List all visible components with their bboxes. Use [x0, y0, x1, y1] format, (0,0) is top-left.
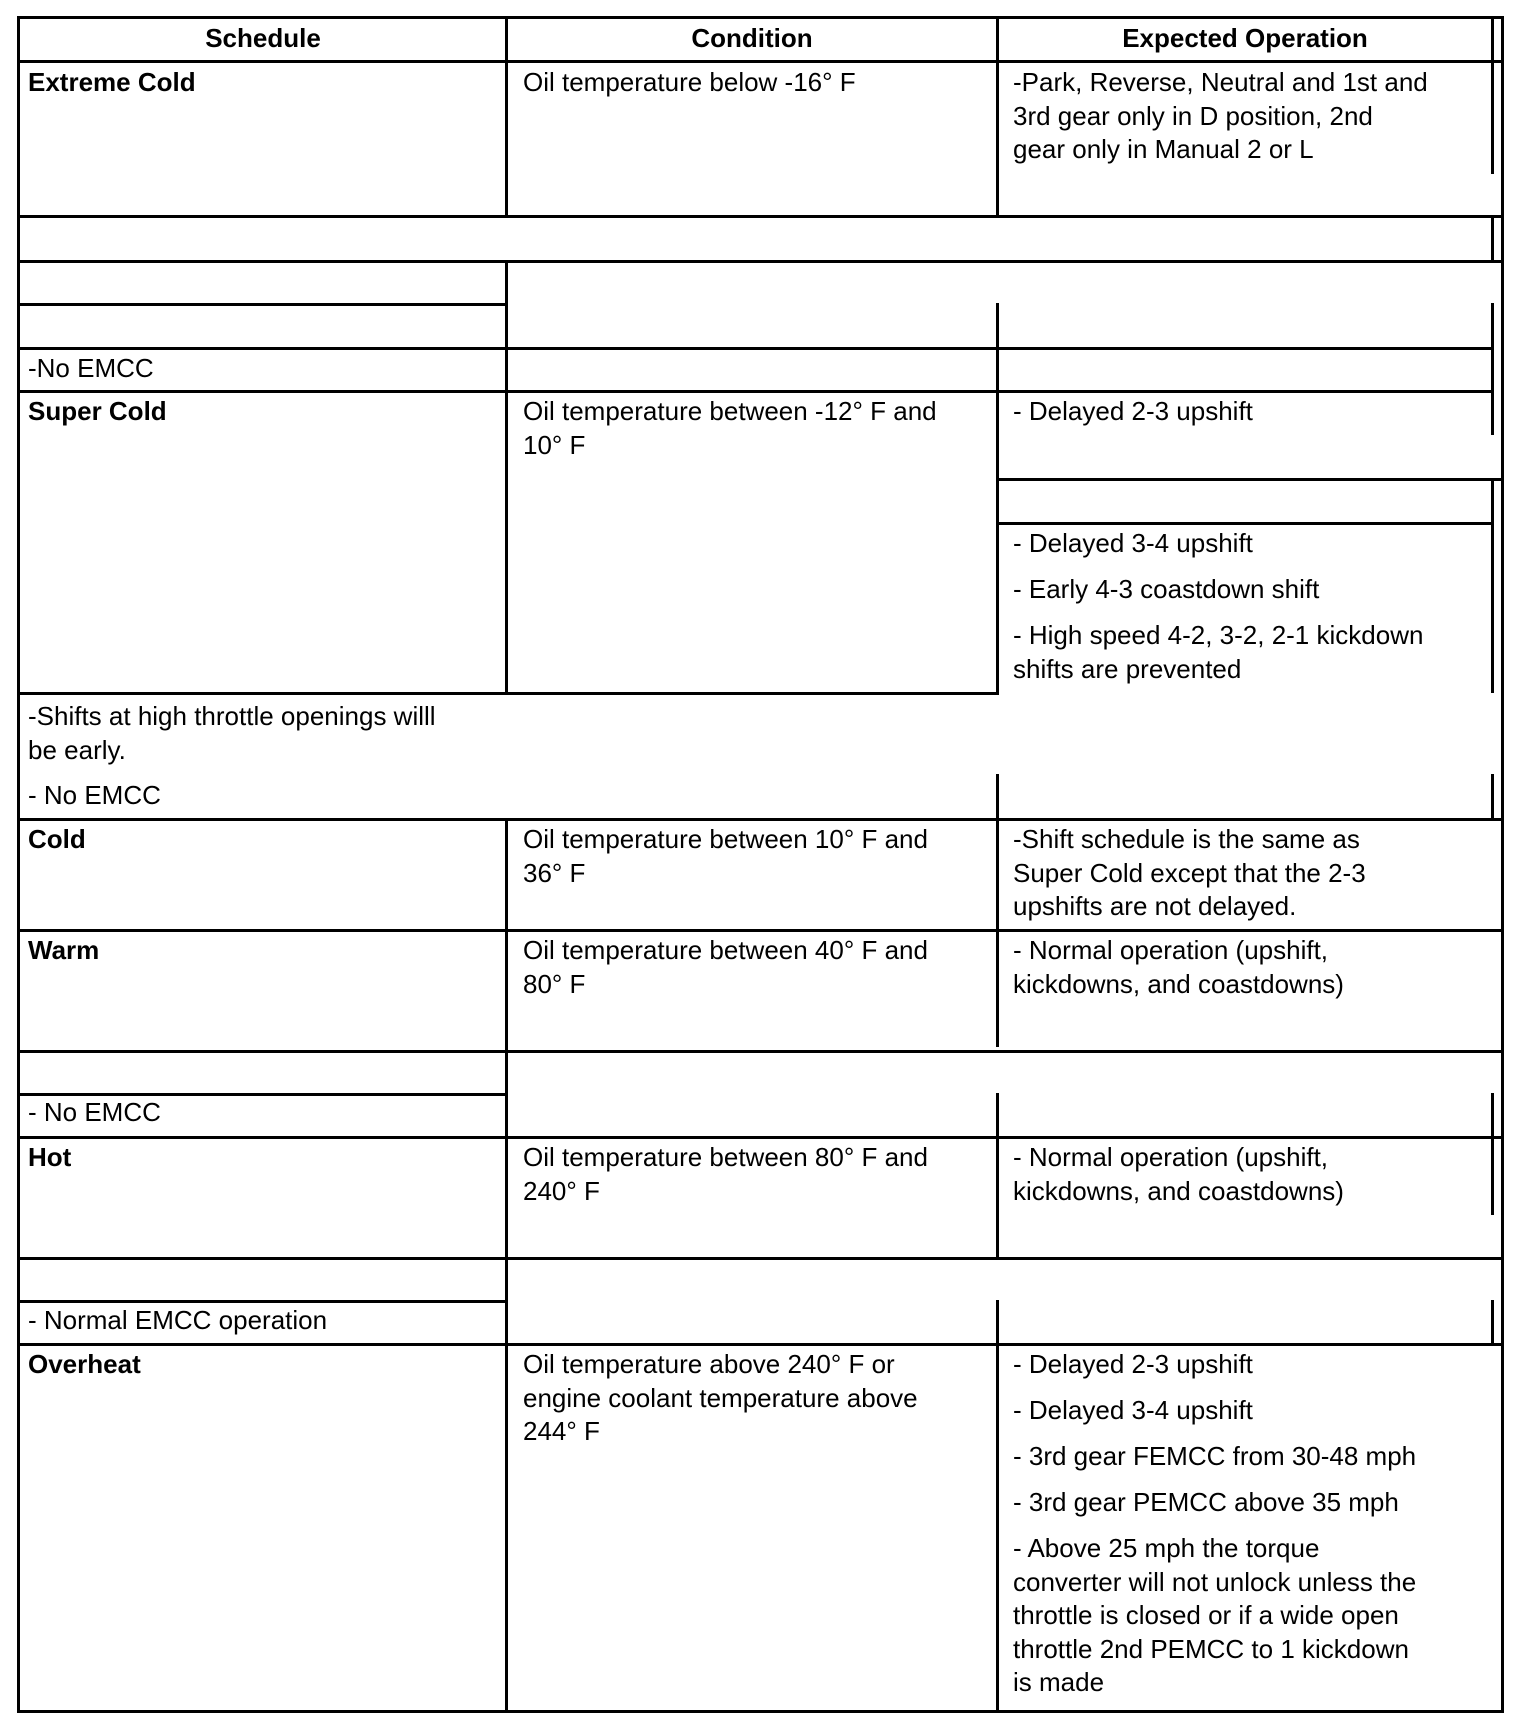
table-rule	[1491, 774, 1494, 818]
operation-warm-line: - Normal operation (upshift,	[1013, 935, 1329, 965]
table-rule	[17, 260, 1504, 263]
table-rule	[1491, 1093, 1494, 1215]
table-rule	[17, 215, 1504, 218]
header-condition: Condition	[691, 23, 813, 53]
note-extreme-cold-emcc: -No EMCC	[28, 353, 154, 383]
condition-cold-line: Oil temperature between 10° F and	[523, 824, 928, 854]
operation-warm-line: kickdowns, and coastdowns)	[1013, 968, 1344, 999]
table-rule	[1501, 16, 1504, 1713]
schedule-cold: Cold	[28, 824, 86, 854]
operation-cold-line: -Shift schedule is the same as	[1013, 824, 1360, 854]
schedule-extreme-cold: Extreme Cold	[28, 67, 196, 97]
table-rule	[17, 60, 1504, 63]
header-expected-operation: Expected Operation	[1122, 23, 1368, 53]
operation-super-cold-upshift-3-4: - Delayed 3-4 upshift	[1013, 528, 1253, 558]
table-rule	[1491, 1300, 1494, 1343]
condition-super-cold-line: 10° F	[523, 429, 586, 460]
note-super-cold-emcc: - No EMCC	[28, 780, 161, 810]
schedule-hot: Hot	[28, 1142, 72, 1172]
table-rule	[1491, 478, 1494, 693]
table-rule	[17, 1050, 1504, 1053]
table-rule	[17, 303, 506, 306]
operation-super-cold-kickdown-line: shifts are prevented	[1013, 653, 1242, 684]
condition-extreme-cold: Oil temperature below -16° F	[523, 67, 856, 97]
note-super-cold-shifts-line: be early.	[28, 734, 126, 765]
table-rule	[1491, 16, 1494, 174]
operation-cold-line: upshifts are not delayed.	[1013, 891, 1297, 921]
condition-hot-line: Oil temperature between 80° F and	[523, 1142, 928, 1172]
condition-overheat-line: 244° F	[523, 1416, 600, 1446]
operation-super-cold-kickdown-line: - High speed 4-2, 3-2, 2-1 kickdown	[1013, 620, 1424, 650]
table-rule	[996, 478, 1504, 481]
table-rule	[17, 818, 1504, 821]
operation-overheat-pemcc: - 3rd gear PEMCC above 35 mph	[1013, 1487, 1399, 1517]
table-rule	[505, 818, 508, 1713]
operation-cold-line: Super Cold except that the 2-3	[1013, 857, 1366, 888]
operation-extreme-cold-line: -Park, Reverse, Neutral and 1st and	[1013, 67, 1428, 97]
table-rule	[996, 1093, 999, 1257]
table-rule	[17, 16, 20, 1713]
table-rule	[996, 303, 999, 695]
table-rule	[996, 1300, 999, 1713]
table-rule	[17, 1136, 1504, 1139]
table-rule	[17, 929, 1504, 932]
operation-overheat-torque-line: converter will not unlock unless the	[1013, 1566, 1417, 1597]
table-rule	[996, 774, 999, 1047]
condition-warm-line: Oil temperature between 40° F and	[523, 935, 928, 965]
operation-overheat-femcc: - 3rd gear FEMCC from 30-48 mph	[1013, 1441, 1417, 1471]
operation-extreme-cold-line: 3rd gear only in D position, 2nd	[1013, 100, 1373, 131]
schedule-overheat: Overheat	[28, 1349, 141, 1379]
operation-overheat-torque-line: throttle is closed or if a wide open	[1013, 1600, 1399, 1630]
condition-cold-line: 36° F	[523, 857, 586, 888]
header-schedule: Schedule	[205, 23, 321, 53]
operation-overheat-torque-line: throttle 2nd PEMCC to 1 kickdown	[1013, 1633, 1409, 1664]
operation-overheat-torque-line: is made	[1013, 1667, 1105, 1697]
condition-warm-line: 80° F	[523, 968, 586, 999]
note-hot-emcc: - Normal EMCC operation	[28, 1305, 328, 1335]
operation-extreme-cold-line: gear only in Manual 2 or L	[1013, 134, 1314, 164]
operation-overheat-upshift-3-4: - Delayed 3-4 upshift	[1013, 1395, 1253, 1425]
table-rule	[1491, 303, 1494, 435]
condition-super-cold-line: Oil temperature between -12° F and	[523, 396, 937, 426]
operation-hot-line: - Normal operation (upshift,	[1013, 1142, 1329, 1172]
table-rule	[17, 1343, 1504, 1346]
table-rule	[17, 1257, 1504, 1260]
schedule-warm: Warm	[28, 935, 100, 965]
schedule-super-cold: Super Cold	[28, 396, 167, 426]
condition-overheat-line: Oil temperature above 240° F or	[523, 1349, 895, 1379]
table-rule	[17, 16, 1504, 19]
operation-overheat-upshift-2-3: - Delayed 2-3 upshift	[1013, 1349, 1253, 1379]
table-rule	[17, 1300, 506, 1303]
table-rule	[17, 390, 1494, 393]
operation-hot-line: kickdowns, and coastdowns)	[1013, 1175, 1344, 1206]
operation-overheat-torque-line: - Above 25 mph the torque	[1013, 1533, 1320, 1563]
operation-super-cold-coastdown: - Early 4-3 coastdown shift	[1013, 574, 1320, 604]
table-rule	[17, 692, 999, 695]
table-rule	[17, 347, 1494, 350]
table-rule	[996, 522, 1494, 525]
note-super-cold-shifts-line: -Shifts at high throttle openings willl	[28, 701, 436, 731]
note-warm-emcc: - No EMCC	[28, 1097, 161, 1127]
condition-overheat-line: engine coolant temperature above	[523, 1382, 918, 1413]
table-rule	[1491, 215, 1494, 260]
operation-super-cold-upshift-2-3: - Delayed 2-3 upshift	[1013, 396, 1253, 426]
table-rule	[505, 260, 508, 695]
condition-hot-line: 240° F	[523, 1175, 600, 1206]
